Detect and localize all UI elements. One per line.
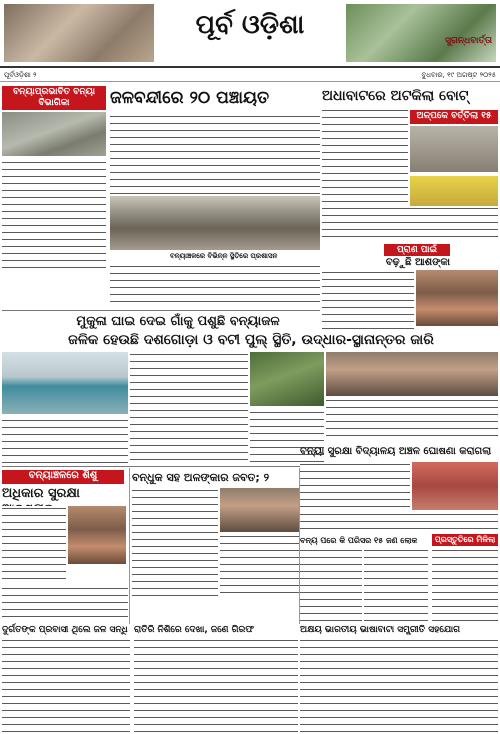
masthead-photo-right — [346, 4, 496, 62]
article-text — [2, 586, 128, 622]
boat-headline: ଅଧାବାଟରେ ଅଟକିଲା ବୋଟ୍ — [322, 88, 469, 104]
reservoir-headline: ବନ୍ୟା ସୁରକ୍ଷା ବିଦ୍ୟାଳୟ ଅଞ୍ଚଳ ଘୋଷଣା କରାଗଲା — [300, 446, 492, 457]
boat-photo — [410, 126, 498, 172]
article-text — [322, 270, 414, 330]
article-text — [300, 512, 498, 532]
children-headline: ଅଧିକାର ସୁରକ୍ଷା — [2, 486, 80, 501]
flooded-road-photo — [250, 352, 324, 406]
article-text — [130, 352, 248, 464]
masthead — [0, 0, 500, 68]
newspaper-brand: ସୁଗନ୍ଧବାର୍ତ୍ତା — [445, 36, 492, 46]
divider — [2, 310, 320, 311]
illegal-headline: ରାତିରି ନିଶିରେ ଦେଖା, ଜଣେ ଗିରଫ — [134, 625, 254, 635]
photo-caption: ବନ୍ୟାଞ୍ଚଳରେ ବିଭିନ୍ନ ସ୍ଥିତିରେ ପ୍ରଶାସନ — [170, 252, 278, 260]
article-text — [110, 264, 320, 308]
relief-photo — [110, 196, 320, 250]
arrest-photo — [220, 488, 300, 532]
article-text — [364, 548, 428, 622]
crowd-photo — [416, 270, 498, 326]
life-tag: ପ୍ରାଣ ପାଇଁ — [384, 244, 450, 256]
tribal-headline: ଦୁର୍ଗତଙ୍କ ପ୍ରବାସୀ ଥିଲେ ଜଳ ସନ୍ଧି — [2, 625, 128, 635]
bottom-headline: ଅକ୍ଷୟ ଭାରତୀୟ ଭାଷାବାଟା ସମ୍ପ୍ରୀତି ସହଯୋଗ — [300, 625, 461, 635]
children-photo — [68, 506, 126, 564]
article-text — [322, 108, 408, 204]
page-number: ପୂର୍ବଓଡ଼ିଶା ୨ — [4, 71, 37, 79]
flood-district-tag: ବନ୍ୟାପ୍ରଭାବିତ ବନ୍ୟା ବିଭାଗିକା — [2, 86, 106, 110]
issue-date: ବୁଧବାର, ୧୯ ଅଗଷ୍ଟ ୨୦୨୫ — [421, 71, 496, 79]
article-text — [220, 534, 300, 596]
article-text — [110, 114, 320, 194]
life-subheadline: ବଢ଼ୁଛି ଆଶଙ୍କା — [385, 257, 451, 268]
article-text — [300, 462, 410, 512]
article-text — [326, 398, 498, 438]
lead-headline: ଜଳବନ୍ଦୀରେ ୨୦ ପଞ୍ଚାୟତ — [110, 88, 270, 108]
article-text — [432, 548, 498, 622]
article-text — [2, 418, 128, 464]
masthead-photo-left — [4, 4, 154, 62]
bridge-headline: ଜଳିକ ହେଉଛି ଦଶଗୋଡ଼ା ଓ ବଟୀ ପୁଲ୍ ସ୍ଥିତି, ଉଦ୍ଧାର-ସ୍ଥାନାନ୍ତର ଜାରି — [68, 332, 434, 348]
flood-count-headline: ବନ୍ୟ ପରେ କି ପରିସର ୧୫ ଜଣ ଲୋକ — [300, 536, 418, 545]
article-text — [2, 506, 66, 584]
column-rule — [299, 468, 300, 624]
children-tag: ବନ୍ୟାଞ୍ଚଳରେ ଶିଶୁ — [2, 470, 124, 484]
article-text — [300, 548, 362, 622]
article-text — [2, 638, 130, 732]
flood-photo — [2, 112, 106, 156]
water-tank-photo — [2, 352, 128, 414]
rescue-photo — [410, 176, 498, 206]
villagers-photo — [326, 352, 498, 396]
article-text — [132, 488, 218, 596]
divider — [2, 466, 302, 467]
dateline — [0, 70, 500, 82]
column-rule — [129, 468, 130, 624]
devotion-tag: ପ୍ରସ୍ତୁତିରେ ମିଳିଲା — [432, 534, 498, 546]
article-text — [300, 638, 498, 732]
article-text — [2, 160, 106, 268]
newspaper-title: ପୂର୍ବ ଓଡ଼ିଶା — [195, 10, 305, 40]
boat-tag: ଅଳ୍ପକେ ବର୍ତ୍ତିଲା ୧୫ — [410, 110, 498, 124]
village-headline: ମୁକୁଳା ଘାଇ ଦେଇ ଗାଁକୁ ପଶୁଛି ବନ୍ୟାଜଳ — [76, 314, 280, 329]
gun-headline: ବନ୍ଧୁକ ସହ ଅଳଙ୍କାର ଜବତ; ୨ — [132, 471, 270, 484]
article-text — [322, 206, 498, 242]
school-photo — [412, 462, 498, 510]
article-text — [134, 638, 298, 732]
